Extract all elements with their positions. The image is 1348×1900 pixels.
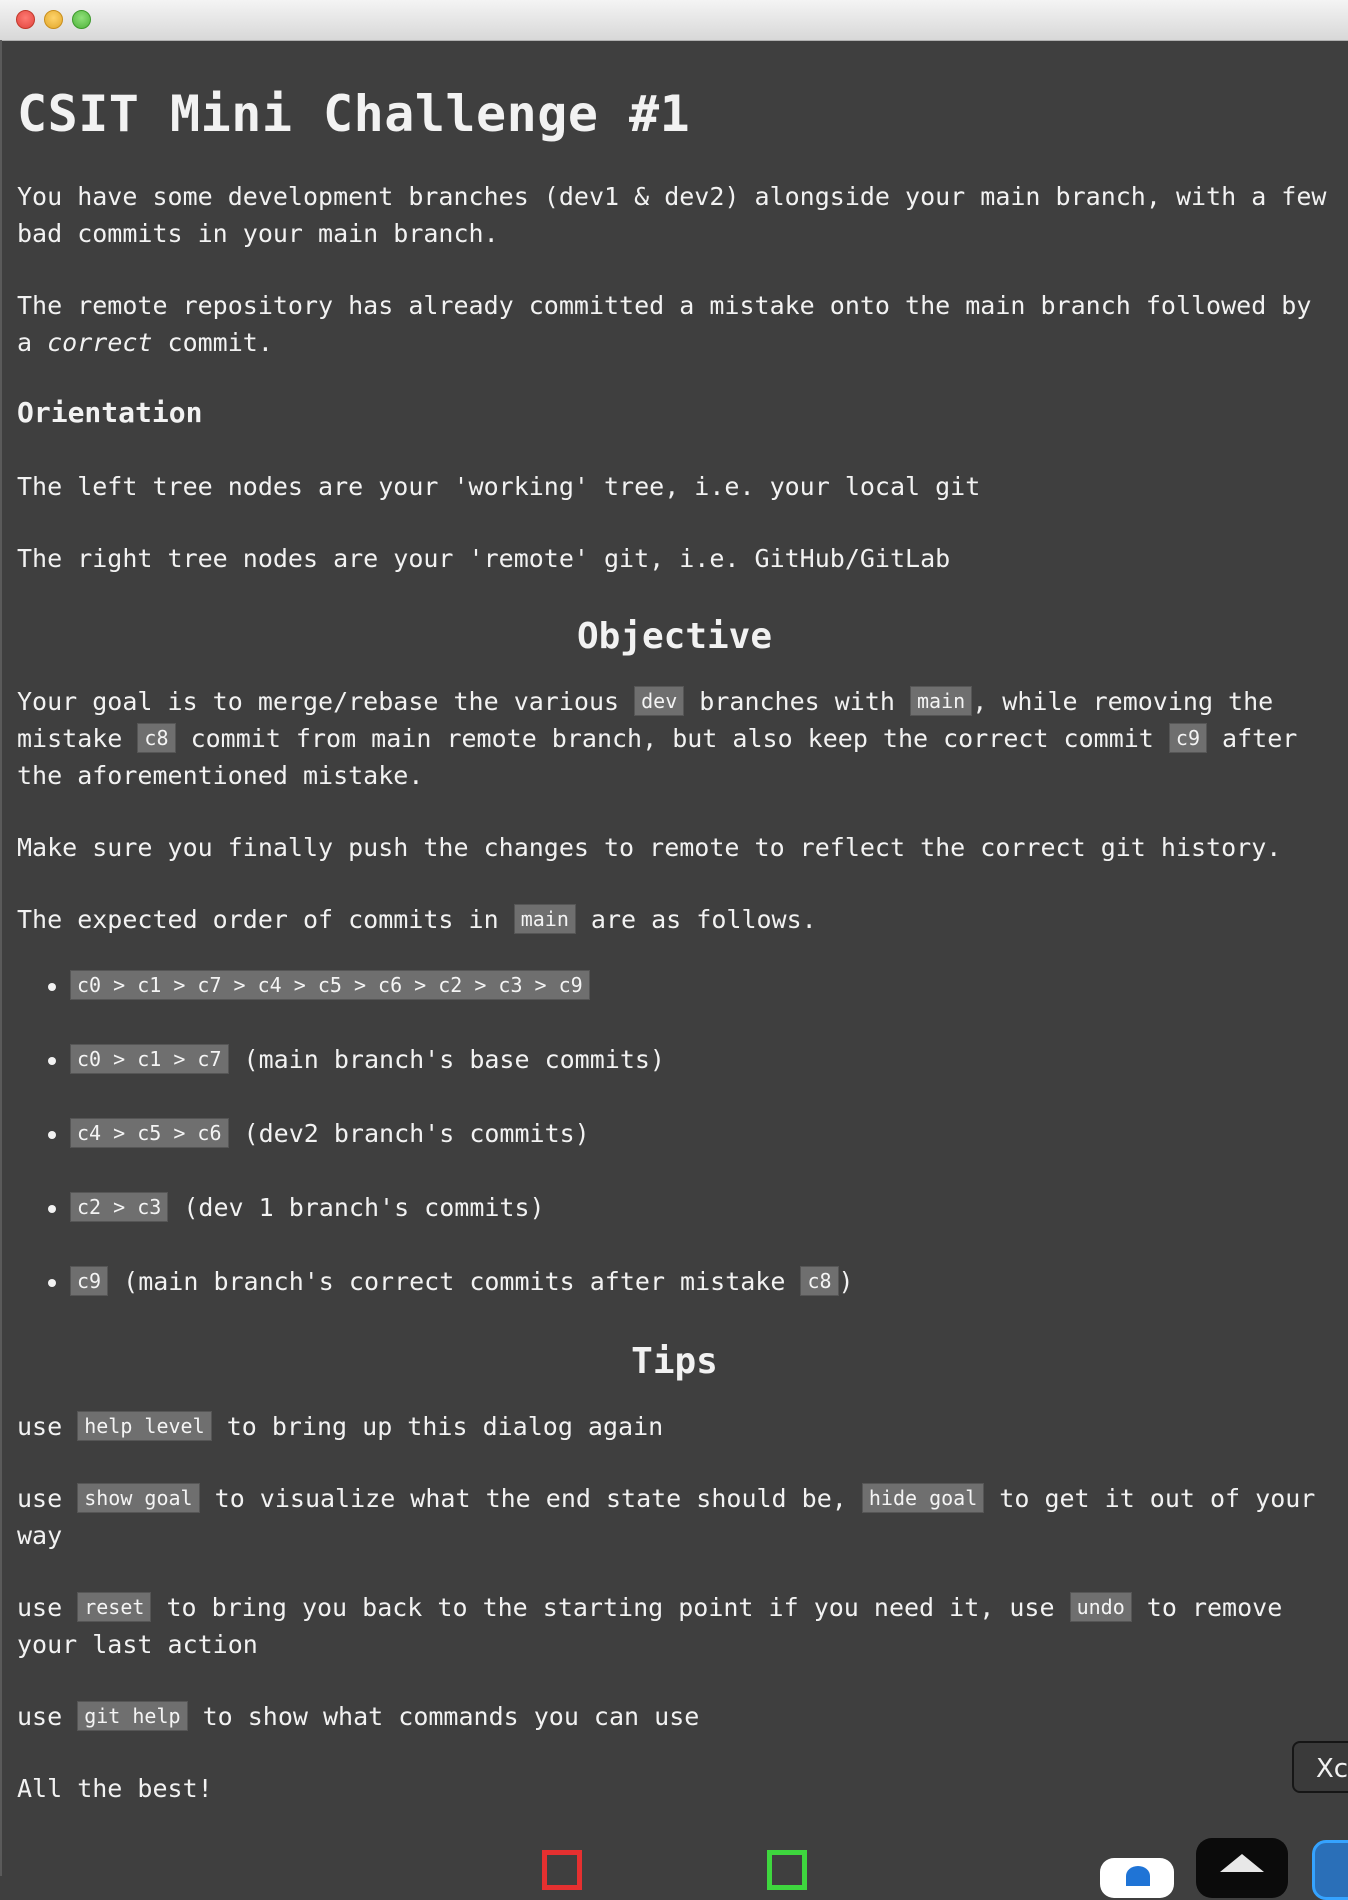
tip-reset-undo: use reset to bring you back to the starting point if you need it, use undo to remove your last action <box>17 1593 1283 1659</box>
tip-git-help: use git help to show what commands you can use <box>17 1702 700 1731</box>
code-dev2-commits: c4 > c5 > c6 <box>70 1118 229 1148</box>
code-c9: c9 <box>1169 723 1207 753</box>
orientation-left: The left tree nodes are your 'working' tree, i.e. your local git <box>17 472 981 501</box>
emphasis-correct: correct <box>47 328 153 357</box>
level-dialog <box>17 40 1332 1807</box>
code-c8: c8 <box>137 723 175 753</box>
list-item: • c4 > c5 > c6 (dev2 branch's commits) <box>70 1114 1332 1154</box>
window-left-edge <box>0 40 2 1876</box>
objective-heading: Objective <box>576 616 773 657</box>
list-item <box>70 966 1332 1006</box>
intro-paragraph-1: You have some development branches (dev1 & dev2) alongside your main branch, with a few bad commits in your main branch. <box>17 182 1327 248</box>
code-git-help: git help <box>77 1701 187 1731</box>
objective-order-intro: The expected order of commits in main are as follows. <box>17 905 817 934</box>
list-item: • c2 > c3 (dev 1 branch's commits) <box>70 1188 1332 1228</box>
code-base-commits: c0 > c1 > c7 <box>70 1044 229 1074</box>
commit-order-list <box>17 966 1332 1302</box>
code-show-goal: show goal <box>77 1483 199 1513</box>
list-item: • c0 > c1 > c7 (main branch's base commits) <box>70 1040 1332 1080</box>
close-window-icon[interactable] <box>16 10 35 29</box>
red-square-icon <box>542 1850 582 1890</box>
zoom-window-icon[interactable] <box>72 10 91 29</box>
list-item: • c9 (main branch's correct commits after mistake c8 ) <box>70 1262 1332 1302</box>
code-main: main <box>910 686 972 716</box>
window-titlebar <box>0 0 1348 41</box>
tip-help-level: use help level to bring up this dialog again <box>17 1412 664 1441</box>
minimize-window-icon[interactable] <box>44 10 63 29</box>
code-hide-goal: hide goal <box>862 1483 984 1513</box>
dock-app-icon[interactable] <box>1312 1840 1348 1900</box>
code-reset: reset <box>77 1592 151 1622</box>
closing-text: All the best! <box>17 1774 213 1803</box>
code-full-order: c0 > c1 > c7 > c4 > c5 > c6 > c2 > c3 > c9 <box>70 970 590 1000</box>
code-c8: c8 <box>800 1266 838 1296</box>
objective-paragraph: Your goal is to merge/rebase the various dev branches with main , while removing the mistake c8 commit from main remote branch, but also keep the correct commit c9 after the aforementioned mistake. <box>17 687 1298 790</box>
code-dev: dev <box>634 686 684 716</box>
green-square-icon <box>767 1850 807 1890</box>
orientation-heading: Orientation <box>17 396 203 429</box>
page-title: CSIT Mini Challenge #1 <box>17 85 691 143</box>
code-main: main <box>514 904 576 934</box>
intro-paragraph-2: The remote repository has already committed a mistake onto the main branch followed by a correct commit. <box>17 291 1312 357</box>
tip-goal: use show goal to visualize what the end state should be, hide goal to get it out of your way <box>17 1484 1316 1550</box>
orientation-right: The right tree nodes are your 'remote' git, i.e. GitHub/GitLab <box>17 544 951 573</box>
dock-app-icon[interactable] <box>1100 1858 1174 1898</box>
code-help-level: help level <box>77 1411 211 1441</box>
code-undo: undo <box>1070 1592 1132 1622</box>
dialog-nav-button[interactable]: Xc <box>1292 1741 1348 1793</box>
code-dev1-commits: c2 > c3 <box>70 1192 168 1222</box>
dock-app-icon[interactable] <box>1196 1838 1288 1898</box>
code-correct-commit: c9 <box>70 1266 108 1296</box>
tips-heading: Tips <box>631 1341 718 1382</box>
objective-push-note: Make sure you finally push the changes to remote to reflect the correct git history. <box>17 833 1282 862</box>
